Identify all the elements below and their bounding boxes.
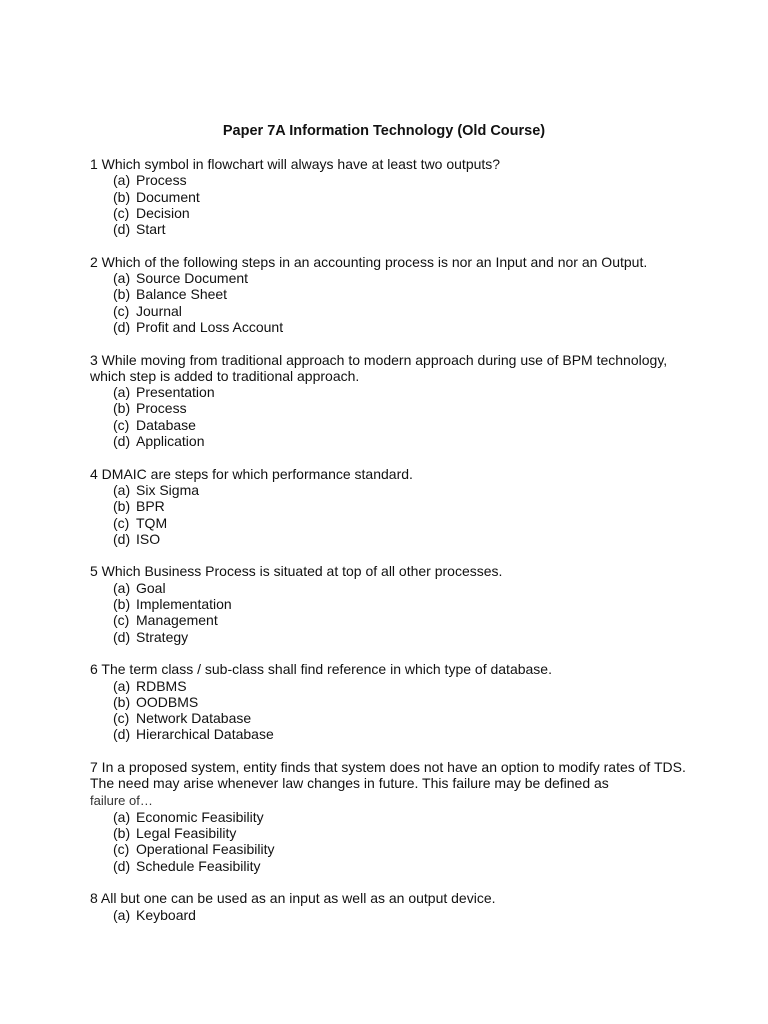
option-letter: (c) bbox=[113, 514, 130, 531]
option-list bbox=[90, 809, 690, 874]
option-item bbox=[113, 270, 690, 286]
option-item bbox=[113, 678, 690, 694]
option-text: ISO bbox=[136, 530, 161, 547]
question-text bbox=[90, 352, 690, 385]
option-item bbox=[113, 726, 690, 742]
option-letter: (d) bbox=[113, 628, 131, 645]
option-letter: (a) bbox=[113, 906, 131, 923]
question-text bbox=[90, 661, 690, 677]
option-item bbox=[113, 221, 690, 237]
option-text: Journal bbox=[136, 302, 182, 319]
question-3 bbox=[90, 352, 690, 450]
option-letter: (b) bbox=[113, 693, 131, 710]
option-letter: (b) bbox=[113, 286, 131, 303]
option-list bbox=[90, 580, 690, 645]
option-text: Database bbox=[136, 416, 196, 433]
option-text: Application bbox=[136, 433, 205, 450]
option-letter: (c) bbox=[113, 612, 130, 629]
option-text: Presentation bbox=[136, 384, 215, 401]
option-letter: (c) bbox=[113, 302, 130, 319]
question-text-main: 2 Which of the following steps in an accounting process is nor an Input and nor an Output. bbox=[90, 253, 648, 270]
question-text-main: 7 In a proposed system, entity finds that system does not have an option to modify rates of TDS. The need may arise whenever law changes in future. This failure may be defined as bbox=[90, 758, 686, 792]
option-text: Management bbox=[136, 612, 218, 629]
option-item bbox=[113, 825, 690, 841]
option-item bbox=[113, 841, 690, 857]
option-item bbox=[113, 303, 690, 319]
option-letter: (a) bbox=[113, 481, 131, 498]
option-item bbox=[113, 531, 690, 547]
page-title: Paper 7A Information Technology (Old Course) bbox=[222, 123, 546, 139]
option-item bbox=[113, 710, 690, 726]
option-item bbox=[113, 580, 690, 596]
option-item bbox=[113, 515, 690, 531]
option-text: TQM bbox=[136, 514, 168, 531]
option-letter: (a) bbox=[113, 808, 131, 825]
question-text-main: 6 The term class / sub-class shall find reference in which type of database. bbox=[90, 661, 552, 678]
option-letter: (b) bbox=[113, 400, 131, 417]
option-item bbox=[113, 907, 690, 923]
option-text: Implementation bbox=[136, 596, 232, 613]
option-letter: (a) bbox=[113, 384, 131, 401]
option-letter: (d) bbox=[113, 433, 131, 450]
option-item bbox=[113, 694, 690, 710]
option-letter: (d) bbox=[113, 221, 131, 238]
option-letter: (a) bbox=[113, 579, 131, 596]
option-text: Network Database bbox=[136, 710, 252, 727]
question-text-main: 4 DMAIC are steps for which performance standard. bbox=[90, 465, 413, 482]
option-item bbox=[113, 498, 690, 514]
option-text: BPR bbox=[136, 498, 165, 515]
option-letter: (b) bbox=[113, 596, 131, 613]
option-item bbox=[113, 629, 690, 645]
question-text-tail: failure of… bbox=[90, 792, 153, 808]
option-letter: (d) bbox=[113, 530, 131, 547]
option-text: Document bbox=[136, 188, 200, 205]
question-text bbox=[90, 156, 690, 172]
option-letter: (b) bbox=[113, 498, 131, 515]
option-letter: (d) bbox=[113, 726, 131, 743]
option-letter: (c) bbox=[113, 710, 130, 727]
option-item bbox=[113, 189, 690, 205]
option-letter: (a) bbox=[113, 270, 131, 287]
question-7 bbox=[90, 759, 690, 874]
option-letter: (a) bbox=[113, 172, 131, 189]
option-text: RDBMS bbox=[136, 677, 187, 694]
option-text: Economic Feasibility bbox=[136, 808, 264, 825]
option-text: Balance Sheet bbox=[136, 286, 228, 303]
option-letter: (c) bbox=[113, 204, 130, 221]
option-item bbox=[113, 172, 690, 188]
option-item bbox=[113, 809, 690, 825]
question-text-main: 1 Which symbol in flowchart will always have at least two outputs? bbox=[90, 156, 501, 172]
option-item bbox=[113, 858, 690, 874]
option-text: Operational Feasibility bbox=[136, 841, 275, 858]
question-text bbox=[90, 890, 690, 906]
question-text bbox=[90, 563, 690, 579]
option-text: Decision bbox=[136, 204, 190, 221]
option-text: Source Document bbox=[136, 270, 249, 287]
option-list bbox=[90, 678, 690, 743]
option-text: Goal bbox=[136, 579, 166, 596]
option-text: Keyboard bbox=[136, 906, 196, 923]
option-item bbox=[113, 612, 690, 628]
question-8 bbox=[90, 890, 690, 923]
option-list bbox=[90, 384, 690, 449]
option-list bbox=[90, 172, 690, 237]
option-item bbox=[113, 433, 690, 449]
option-item bbox=[113, 400, 690, 416]
option-text: Start bbox=[136, 221, 166, 238]
option-text: Schedule Feasibility bbox=[136, 857, 261, 874]
question-4 bbox=[90, 466, 690, 547]
question-text-main: 3 While moving from traditional approach to modern approach during use of BPM technology, which step is added to traditional approach. bbox=[90, 351, 668, 384]
option-text: Profit and Loss Account bbox=[136, 318, 284, 335]
option-letter: (c) bbox=[113, 841, 130, 858]
option-text: Hierarchical Database bbox=[136, 726, 274, 743]
option-item bbox=[113, 319, 690, 335]
option-text: Strategy bbox=[136, 628, 189, 645]
question-6 bbox=[90, 661, 690, 742]
option-item bbox=[113, 596, 690, 612]
option-letter: (b) bbox=[113, 188, 131, 205]
option-letter: (a) bbox=[113, 677, 131, 694]
option-item bbox=[113, 417, 690, 433]
option-text: Process bbox=[136, 400, 187, 417]
question-text bbox=[90, 254, 690, 270]
option-list bbox=[90, 270, 690, 335]
question-text bbox=[90, 759, 690, 809]
option-list bbox=[90, 482, 690, 547]
option-text: Six Sigma bbox=[136, 481, 200, 498]
option-item bbox=[113, 384, 690, 400]
question-text bbox=[90, 466, 690, 482]
option-letter: (c) bbox=[113, 416, 130, 433]
question-2 bbox=[90, 254, 690, 335]
option-text: Process bbox=[136, 172, 187, 189]
option-text: Legal Feasibility bbox=[136, 825, 237, 842]
option-item bbox=[113, 482, 690, 498]
option-list bbox=[90, 907, 690, 923]
question-5 bbox=[90, 563, 690, 644]
question-text-main: 5 Which Business Process is situated at top of all other processes. bbox=[90, 563, 503, 580]
option-item bbox=[113, 205, 690, 221]
question-text-main: 8 All but one can be used as an input as well as an output device. bbox=[90, 890, 496, 907]
option-letter: (d) bbox=[113, 857, 131, 874]
option-text: OODBMS bbox=[136, 693, 199, 710]
option-item bbox=[113, 286, 690, 302]
question-1 bbox=[90, 156, 690, 237]
option-letter: (d) bbox=[113, 318, 131, 335]
question-list bbox=[90, 156, 690, 939]
option-letter: (b) bbox=[113, 825, 131, 842]
